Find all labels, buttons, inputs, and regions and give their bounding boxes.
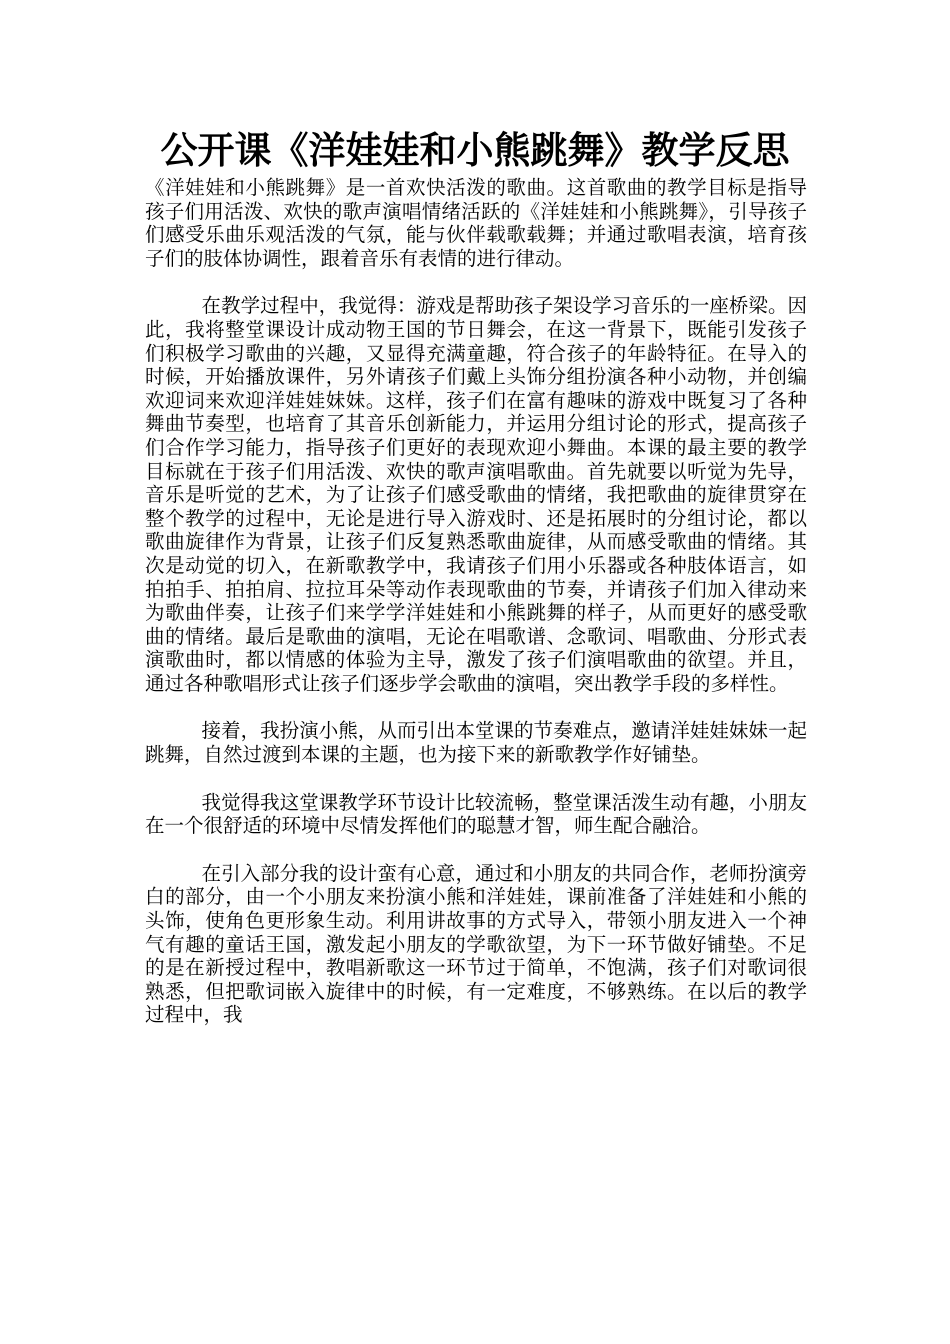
paragraph-introduction-design: 在引入部分我的设计蛮有心意，通过和小朋友的共同合作，老师扮演旁白的部分，由一个小朋友来扮演小熊和洋娃娃，课前准备了洋娃娃和小熊的头饰，使角色更形象生动。利用讲故事的方式导入，带领小朋友进入一个神气有趣的童话王国，激发起小朋友的学歌欲望，为下一环节做好铺垫。不足的是在新授过程中，教唱新歌这一环节过于简单，不饱满，孩子们对歌词很熟悉，但把歌词嵌入旋律中的时候，有一定难度，不够熟练。在以后的教学过程中，我 bbox=[145, 861, 807, 1027]
paragraph-teaching-process: 在教学过程中，我觉得：游戏是帮助孩子架设学习音乐的一座桥梁。因此，我将整堂课设计成动物王国的节日舞会，在这一背景下，既能引发孩子们积极学习歌曲的兴趣，又显得充满童趣，符合孩子的年龄特征。在导入的时候，开始播放课件，另外请孩子们戴上头饰分组扮演各种小动物，并创编欢迎词来欢迎洋娃娃妹妹。这样，孩子们在富有趣味的游戏中既复习了各种舞曲节奏型，也培育了其音乐创新能力，并运用分组讨论的形式，提高孩子们合作学习能力，指导孩子们更好的表现欢迎小舞曲。本课的最主要的教学目标就在于孩子们用活泼、欢快的歌声演唱歌曲。首先就要以听觉为先导，音乐是听觉的艺术，为了让孩子们感受歌曲的情绪，我把歌曲的旋律贯穿在整个教学的过程中，无论是进行导入游戏时、还是拓展时的分组讨论，都以歌曲旋律作为背景，让孩子们反复熟悉歌曲旋律，从而感受歌曲的情绪。其次是动觉的切入，在新歌教学中，我请孩子们用小乐器或各种肢体语言，如拍拍手、拍拍肩、拉拉耳朵等动作表现歌曲的节奏，并请孩子们加入律动来为歌曲伴奏，让孩子们来学学洋娃娃和小熊跳舞的样子，从而更好的感受歌曲的情绪。最后是歌曲的演唱，无论在唱歌谱、念歌词、唱歌曲、分形式表演歌曲时，都以情感的体验为主导，激发了孩子们演唱歌曲的欲望。并且，通过各种歌唱形式让孩子们逐步学会歌曲的演唱，突出教学手段的多样性。 bbox=[145, 294, 807, 695]
document-body bbox=[145, 176, 807, 1051]
document-title: 公开课《洋娃娃和小熊跳舞》教学反思 bbox=[160, 128, 790, 172]
paragraph-lesson-flow: 我觉得我这堂课教学环节设计比较流畅，整堂课活泼生动有趣，小朋友在一个很舒适的环境中尽情发挥他们的聪慧才智，师生配合融洽。 bbox=[145, 790, 807, 838]
paragraph-intro: 《洋娃娃和小熊跳舞》是一首欢快活泼的歌曲。这首歌曲的教学目标是指导孩子们用活泼、欢快的歌声演唱情绪活跃的《洋娃娃和小熊跳舞》，引导孩子们感受乐曲乐观活泼的气氛，能与伙伴载歌载舞；并通过歌唱表演，培育孩子们的肢体协调性，跟着音乐有表情的进行律动。 bbox=[145, 176, 807, 270]
paragraph-bear-role: 接着，我扮演小熊，从而引出本堂课的节奏难点，邀请洋娃娃妹妹一起跳舞，自然过渡到本课的主题，也为接下来的新歌教学作好铺垫。 bbox=[145, 719, 807, 767]
